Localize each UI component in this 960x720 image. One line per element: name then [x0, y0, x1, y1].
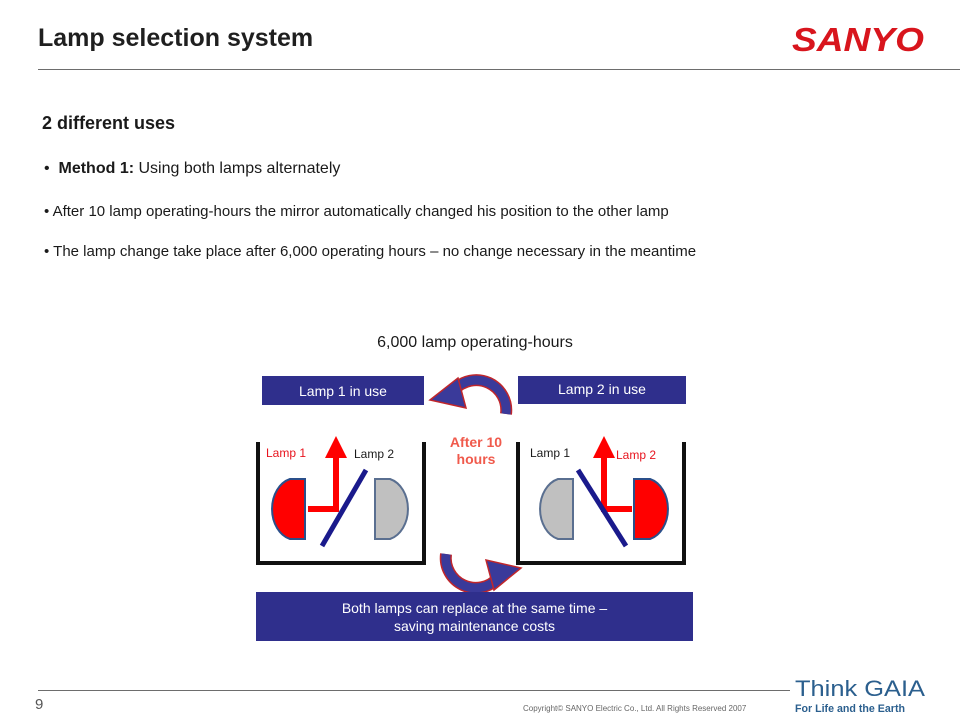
right-lamp2-red: [634, 479, 668, 539]
left-light-beam: [308, 455, 336, 509]
page-number: 9: [35, 696, 44, 713]
note-line-1: Both lamps can replace at the same time –: [341, 599, 608, 616]
svg-text:SANYO: SANYO: [792, 21, 925, 58]
switch-interval-label: [436, 434, 516, 468]
bullet-dot: •: [44, 203, 53, 220]
switch-arrow-top-icon: [430, 378, 506, 414]
right-lamp1-label: Lamp 1: [530, 446, 571, 460]
right-lamp2-label: Lamp 2: [616, 448, 657, 462]
note-line-2: saving maintenance costs: [393, 617, 556, 634]
lamp2-in-use-box: Lamp 2 in use: [518, 376, 686, 404]
footer-divider: [38, 690, 790, 691]
copyright-text: Copyright© SANYO Electric Co., Ltd. All Rights Reserved 2007: [523, 704, 747, 713]
switch-label-line2: hours: [456, 451, 496, 467]
maintenance-note-box: [256, 592, 693, 641]
left-lamp2-grey: [375, 479, 408, 539]
left-beam-arrowhead: [325, 436, 347, 458]
bullet-dot: •: [44, 243, 54, 260]
switch-arrow-bottom-icon: [446, 554, 521, 590]
lamp1-in-use-box: Lamp 1 in use: [262, 376, 424, 405]
method-text: Using both lamps alternately: [134, 160, 341, 177]
svg-text:For Life and the Earth: For Life and the Earth: [795, 703, 906, 715]
bullet-text: After 10 lamp operating-hours the mirror automatically changed his position to the other lamp: [52, 203, 669, 220]
svg-text:Think GAIA: Think GAIA: [795, 676, 926, 701]
left-lamp1-red: [272, 479, 305, 539]
think-gaia-logo: [793, 674, 933, 718]
bullet-text: The lamp change take place after 6,000 operating hours – no change necessary in the meantime: [53, 243, 697, 260]
section-heading: 2 different uses: [42, 113, 176, 133]
page-title: Lamp selection system: [38, 24, 314, 52]
left-lamp1-label: Lamp 1: [266, 446, 307, 460]
left-lamp2-label: Lamp 2: [354, 447, 395, 461]
bullet-dot: •: [44, 160, 59, 177]
diagram-title: 6,000 lamp operating-hours: [377, 334, 573, 351]
switch-label-line1: After 10: [449, 434, 503, 450]
right-beam-arrowhead: [593, 436, 615, 458]
right-light-beam: [604, 455, 632, 509]
method-label: Method 1:: [58, 160, 135, 177]
right-lamp1-grey: [540, 479, 573, 539]
